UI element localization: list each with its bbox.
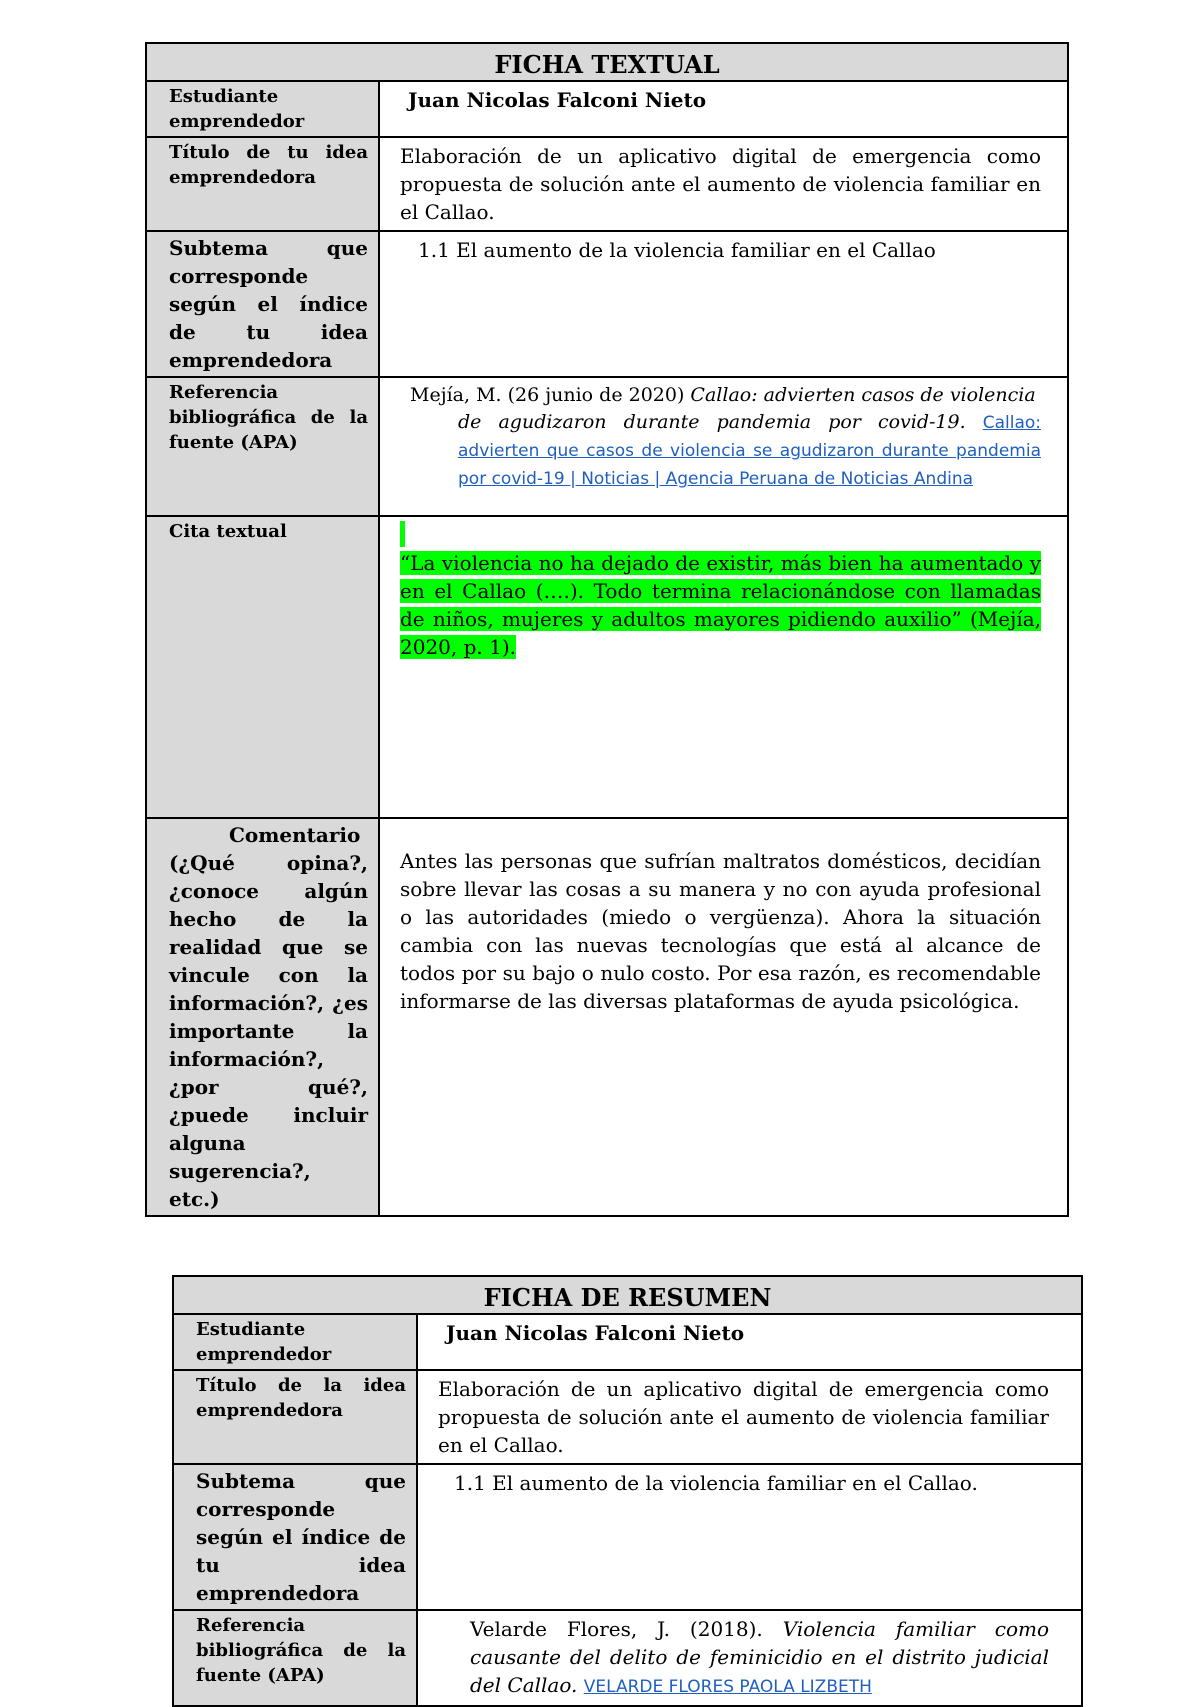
resumen-estudiante-value: Juan Nicolas Falconi Nieto bbox=[417, 1314, 1082, 1370]
resumen-referencia-value bbox=[417, 1610, 1082, 1706]
comentario-label: Comentario (¿Qué opina?, ¿conoce algún hecho de la realidad que se vincule con la información?, ¿es importante la información?, ¿por qué?, ¿puede incluir alguna sugerencia?, etc.) bbox=[146, 818, 379, 1216]
resumen-estudiante-label: Estudiante emprendedor bbox=[173, 1314, 417, 1370]
estudiante-label: Estudiante emprendedor bbox=[146, 81, 379, 137]
cita-value: “La violencia no ha dejado de existir, más bien ha aumentado y en el Callao (….). Todo termina relacionándose con llamadas de niños, mujeres y adultos mayores pidiendo auxilio” (Mejía, 2020, p. 1). bbox=[400, 551, 1041, 659]
resumen-titulo-value: Elaboración de un aplicativo digital de emergencia como propuesta de solución ante el aumento de violencia familiar en el Callao. bbox=[417, 1370, 1082, 1464]
ficha-resumen-table bbox=[172, 1275, 1083, 1707]
subtema-label: Subtema que corresponde según el índice de tu idea emprendedora bbox=[146, 231, 379, 377]
highlight-cursor bbox=[400, 521, 405, 547]
resumen-referencia-link[interactable]: VELARDE FLORES PAOLA LIZBETH bbox=[583, 1677, 872, 1697]
ficha-textual-table bbox=[145, 42, 1069, 1217]
referencia-label: Referencia bibliográfica de la fuente (APA) bbox=[146, 377, 379, 516]
referencia-link[interactable]: Callao: advierten que casos de violencia se agudizaron durante pandemia por covid-19 | Noticias | Agencia Peruana de Noticias Andina bbox=[458, 413, 1041, 489]
resumen-referencia-title: Violencia familiar como causante del delito de feminicidio en el distrito judicial del Callao. bbox=[470, 1617, 1050, 1697]
resumen-subtema-label: Subtema que corresponde según el índice de tu idea emprendedora bbox=[173, 1464, 417, 1610]
resumen-subtema-value: 1.1 El aumento de la violencia familiar en el Callao. bbox=[417, 1464, 1082, 1610]
cita-cell bbox=[379, 516, 1068, 818]
resumen-referencia-label: Referencia bibliográfica de la fuente (APA) bbox=[173, 1610, 417, 1706]
referencia-author-date: Mejía, M. (26 junio de 2020) bbox=[410, 384, 685, 406]
referencia-title-2: de agudizaron durante pandemia por covid-19. bbox=[458, 411, 966, 433]
titulo-label: Título de tu idea emprendedora bbox=[146, 137, 379, 231]
referencia-title-1: Callao: advierten casos de violencia bbox=[690, 384, 1036, 406]
ficha-textual-title: FICHA TEXTUAL bbox=[146, 43, 1068, 81]
titulo-value: Elaboración de un aplicativo digital de emergencia como propuesta de solución ante el aumento de violencia familiar en el Callao. bbox=[379, 137, 1068, 231]
ficha-resumen-title: FICHA DE RESUMEN bbox=[173, 1276, 1082, 1314]
resumen-titulo-label: Título de la idea emprendedora bbox=[173, 1370, 417, 1464]
estudiante-value: Juan Nicolas Falconi Nieto bbox=[379, 81, 1068, 137]
subtema-value: 1.1 El aumento de la violencia familiar en el Callao bbox=[379, 231, 1068, 377]
resumen-referencia-author-date: Velarde Flores, J. (2018). bbox=[470, 1617, 763, 1641]
comentario-value: Antes las personas que sufrían maltratos domésticos, decidían sobre llevar las cosas a su manera y no con ayuda profesional o las autoridades (miedo o vergüenza). Ahora la situación cambia con las nuevas tecnologías que está al alcance de todos por su bajo o nulo costo. Por esa razón, es recomendable informarse de las diversas plataformas de ayuda psicológica. bbox=[379, 818, 1068, 1216]
cita-label: Cita textual bbox=[146, 516, 379, 818]
referencia-value bbox=[379, 377, 1068, 516]
